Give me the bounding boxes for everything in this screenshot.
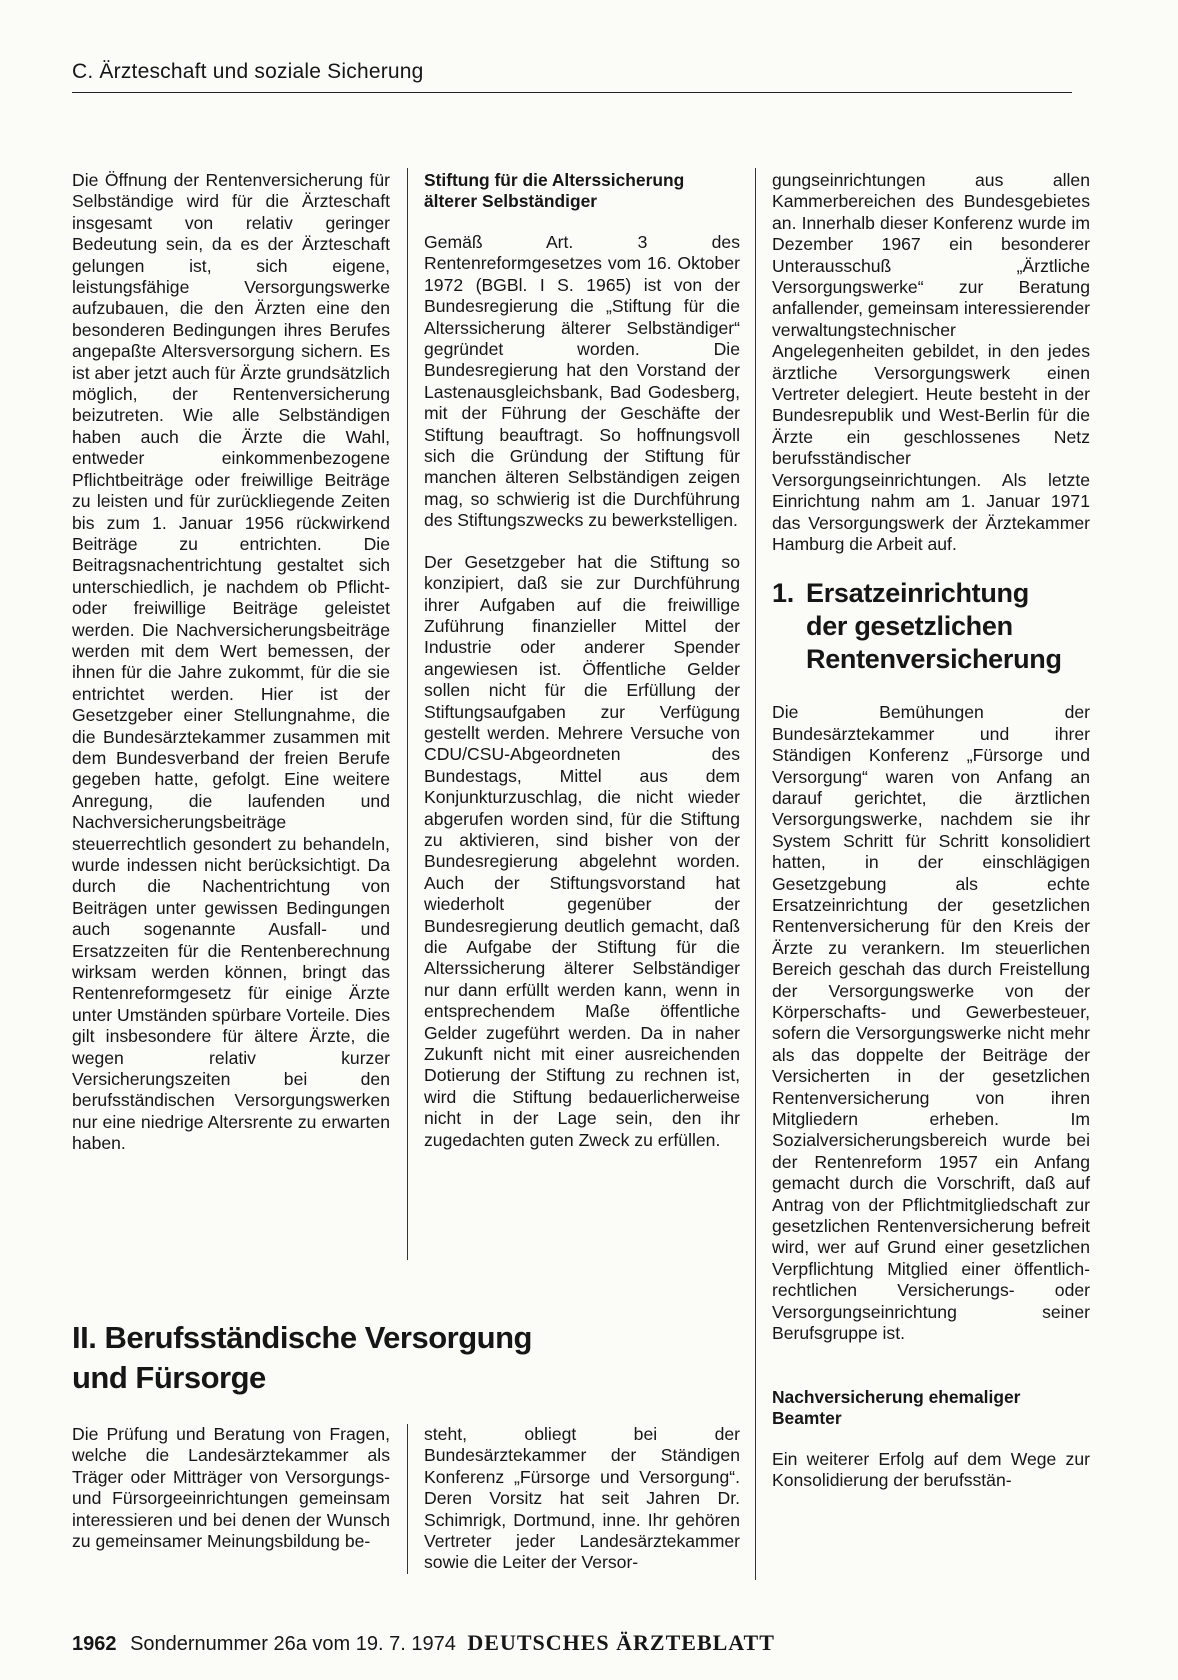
section2-column-2 xyxy=(424,1424,740,1574)
page-footer xyxy=(72,1630,775,1656)
paragraph: gungseinrichtungen aus allen Kammerbereichen des Bundesgebietes an. Innerhalb dieser Konferenz wurde im Dezember 1967 ein besonderer Unterausschuß „Ärztliche Versorgungswerke“ zur Beratung anfallender, gemeinsam interessierender verwaltungstechnischer Angelegenheiten gebildet, in den jedes ärztliche Versorgungswerk einen Vertreter delegiert. Heute besteht in der Bundesrepublik und West-Berlin für die Ärzte ein geschlossenes Netz berufsständischer Versorgungseinrichtungen. Als letzte Einrichtung nahm am 1. Januar 1971 das Versorgungswerk der Ärztekammer Hamburg die Arbeit auf. xyxy=(772,170,1090,554)
heading-line: Ersatzeinrichtung xyxy=(806,578,1029,609)
section-heading-1 xyxy=(772,577,1090,676)
paragraph: Ein weiterer Erfolg auf dem Wege zur Konsolidierung der berufsstän- xyxy=(772,1448,1090,1490)
column-1 xyxy=(72,170,390,1155)
paragraph: Der Gesetzgeber hat die Stiftung so konzipiert, daß sie zur Durchführung ihrer Aufgaben auf die freiwillige Zuführung finanzieller Mittel der Industrie oder anderer Spender angewiesen ist. Öffentliche Gelder sollen nicht für die Erfüllung der Stiftungsaufgaben zur Verfügung gestellt werden. Mehrere Versuche von CDU/CSU-Abgeordneten des Bundestags, Mittel aus dem Konjunkturzuschlag, die nicht wieder abgerufen worden sind, für die Stiftung zu aktivieren, sind bisher von der Bundesregierung abgelehnt worden. Auch der Stiftungsvorstand hat wiederholt gegenüber der Bundesregierung deutlich gemacht, daß die Aufgabe der Stiftung für die Alterssicherung älterer Selbständiger nur dann erfüllt werden kann, wenn in entsprechendem Maße öffentliche Gelder zugeführt werden. Da in naher Zukunft nicht mit einer ausreichenden Dotierung der Stiftung zu rechnen ist, wird die Stiftung bedauerlicherweise nicht in der Lage sein, den ihr zugedachten guten Zweck zu erfüllen. xyxy=(424,551,740,1150)
page-number: 1962 xyxy=(72,1633,117,1655)
section2-column-1 xyxy=(72,1424,390,1552)
paragraph: Die Bemühungen der Bundesärztekammer und ihrer Ständigen Konferenz „Fürsorge und Versorgung“ waren von Anfang an darauf gerichtet, die ärztlichen Versorgungswerke, nachdem sie ihr System Schritt für Schritt konsolidiert hatten, in der einschlägigen Gesetzgebung als echte Ersatzeinrichtung der gesetzlichen Rentenversicherung für den Kreis der Ärzte zu verankern. Im steuerlichen Bereich geschah das durch Freistellung der Versorgungswerke von der Körperschafts- und Gewerbesteuer, sofern die Versorgungswerke nicht mehr als das doppelte der Beiträge der Versicherten in der gesetzlichen Rentenversicherung von ihren Mitgliedern erheben. Im Sozialversicherungsbereich wurde bei der Rentenreform 1957 ein Anfang gemacht durch die Vorschrift, daß auf Antrag von der Pflichtmitgliedschaft zur gesetzlichen Rentenversicherung befreit wird, wer auf Grund einer gesetzlichen Verpflichtung Mitglied einer öffentlich-rechtlichen Versicherungs- oder Versorgungseinrichtung seiner Berufsgruppe ist. xyxy=(772,702,1090,1344)
issue-info: Sondernummer 26a vom 19. 7. 1974 xyxy=(130,1633,456,1655)
header-rule xyxy=(72,92,1072,93)
heading-line: und Fürsorge xyxy=(72,1360,266,1395)
journal-title: DEUTSCHES ÄRZTEBLATT xyxy=(467,1630,775,1655)
paragraph: Die Prüfung und Beratung von Fragen, welche die Landesärztekammer als Träger oder Mitträger von Versorgungs- und Fürsorgeeinrichtungen gemeinsam interessieren und bei denen der Wunsch zu gemeinsamer Meinungsbildung be- xyxy=(72,1424,390,1552)
subheading: Stiftung für die Alterssicherung älterer Selbständiger xyxy=(424,170,685,211)
running-head: C. Ärzteschaft und soziale Sicherung xyxy=(72,60,424,83)
column-3 xyxy=(772,170,1090,1491)
heading-line: II. Berufsständische Versorgung xyxy=(72,1320,532,1355)
column-divider xyxy=(407,168,408,1260)
paragraph: steht, obliegt bei der Bundesärztekammer der Ständigen Konferenz „Fürsorge und Versorgung“. Deren Vorsitz hat seit Jahren Dr. Schimrigk, Dortmund, inne. Ihr gehören Vertreter jeder Landesärztekammer sowie die Leiter der Versor- xyxy=(424,1424,740,1573)
column-divider xyxy=(755,168,756,1580)
column-2 xyxy=(424,170,740,1151)
paragraph: Gemäß Art. 3 des Rentenreformgesetzes vom 16. Oktober 1972 (BGBl. I S. 1965) ist von der Bundesregierung die „Stiftung für die Alterssicherung älterer Selbständiger“ gegründet worden. Die Bundesregierung hat den Vorstand der Lastenausgleichsbank, Bad Godesberg, mit der Führung der Geschäfte der Stiftung beauftragt. So hoffnungsvoll sich die Gründung der Stiftung für manchen älteren Selbständigen zeigen mag, so schwierig ist die Durchführung des Stiftungszwecks zu bewerkstelligen. xyxy=(424,232,740,531)
column-divider xyxy=(407,1424,408,1574)
subheading: Nachversicherung ehemaliger Beamter xyxy=(772,1386,1021,1428)
paragraph: Die Öffnung der Rentenversicherung für Selbständige wird für die Ärzteschaft insgesamt von relativ geringer Bedeutung sein, da es der Ärzteschaft gelungen ist, sich eigene, leistungsfähige Versorgungswerke aufzubauen, die den Ärzten eine den besonderen Bedingungen ihres Berufes angepaßte Altersversorgung sichern. Es ist aber jetzt auch für Ärzte grundsätzlich möglich, der Rentenversicherung beizutreten. Wie alle Selbständigen haben auch die Ärzte die Wahl, entweder einkommenbezogene Pflichtbeiträge oder freiwillige Beiträge zu leisten und für zurückliegende Zeiten bis zum 1. Januar 1956 rückwirkend Beiträge zu entrichten. Die Beitragsnachentrichtung gestaltet sich unterschiedlich, je nachdem ob Pflicht- oder freiwillige Beiträge geleistet werden. Die Nachversicherungsbeiträge werden mit dem Wert bemessen, der ihnen für die Jahre zukommt, für die sie entrichtet werden. Hier ist der Gesetzgeber einer Stellungnahme, die die Bundesärztekammer zusammen mit dem Bundesverband der freien Berufe gegeben hatte, gefolgt. Eine weitere Anregung, die laufenden und Nachversicherungsbeiträge steuerrechtlich gesondert zu behandeln, wurde indessen nicht berücksichtigt. Da durch die Nachentrichtung von Beiträgen unter gewissen Bedingungen auch sogenannte Ausfall- und Ersatzzeiten für die Rentenberechnung wirksam werden können, bringt das Rentenreformgesetz für einige Ärzte unter Umständen spürbare Vorteile. Dies gilt insbesondere für ältere Ärzte, die wegen relativ kurzer Versicherungszeiten bei den berufsständischen Versorgungswerken nur eine niedrige Altersrente zu erwarten haben. xyxy=(72,170,390,1154)
heading-line: der gesetzlichen xyxy=(806,611,1013,642)
heading-line: Rentenversicherung xyxy=(806,644,1062,675)
section-heading-2 xyxy=(72,1318,632,1398)
heading-number: 1. xyxy=(772,578,794,609)
